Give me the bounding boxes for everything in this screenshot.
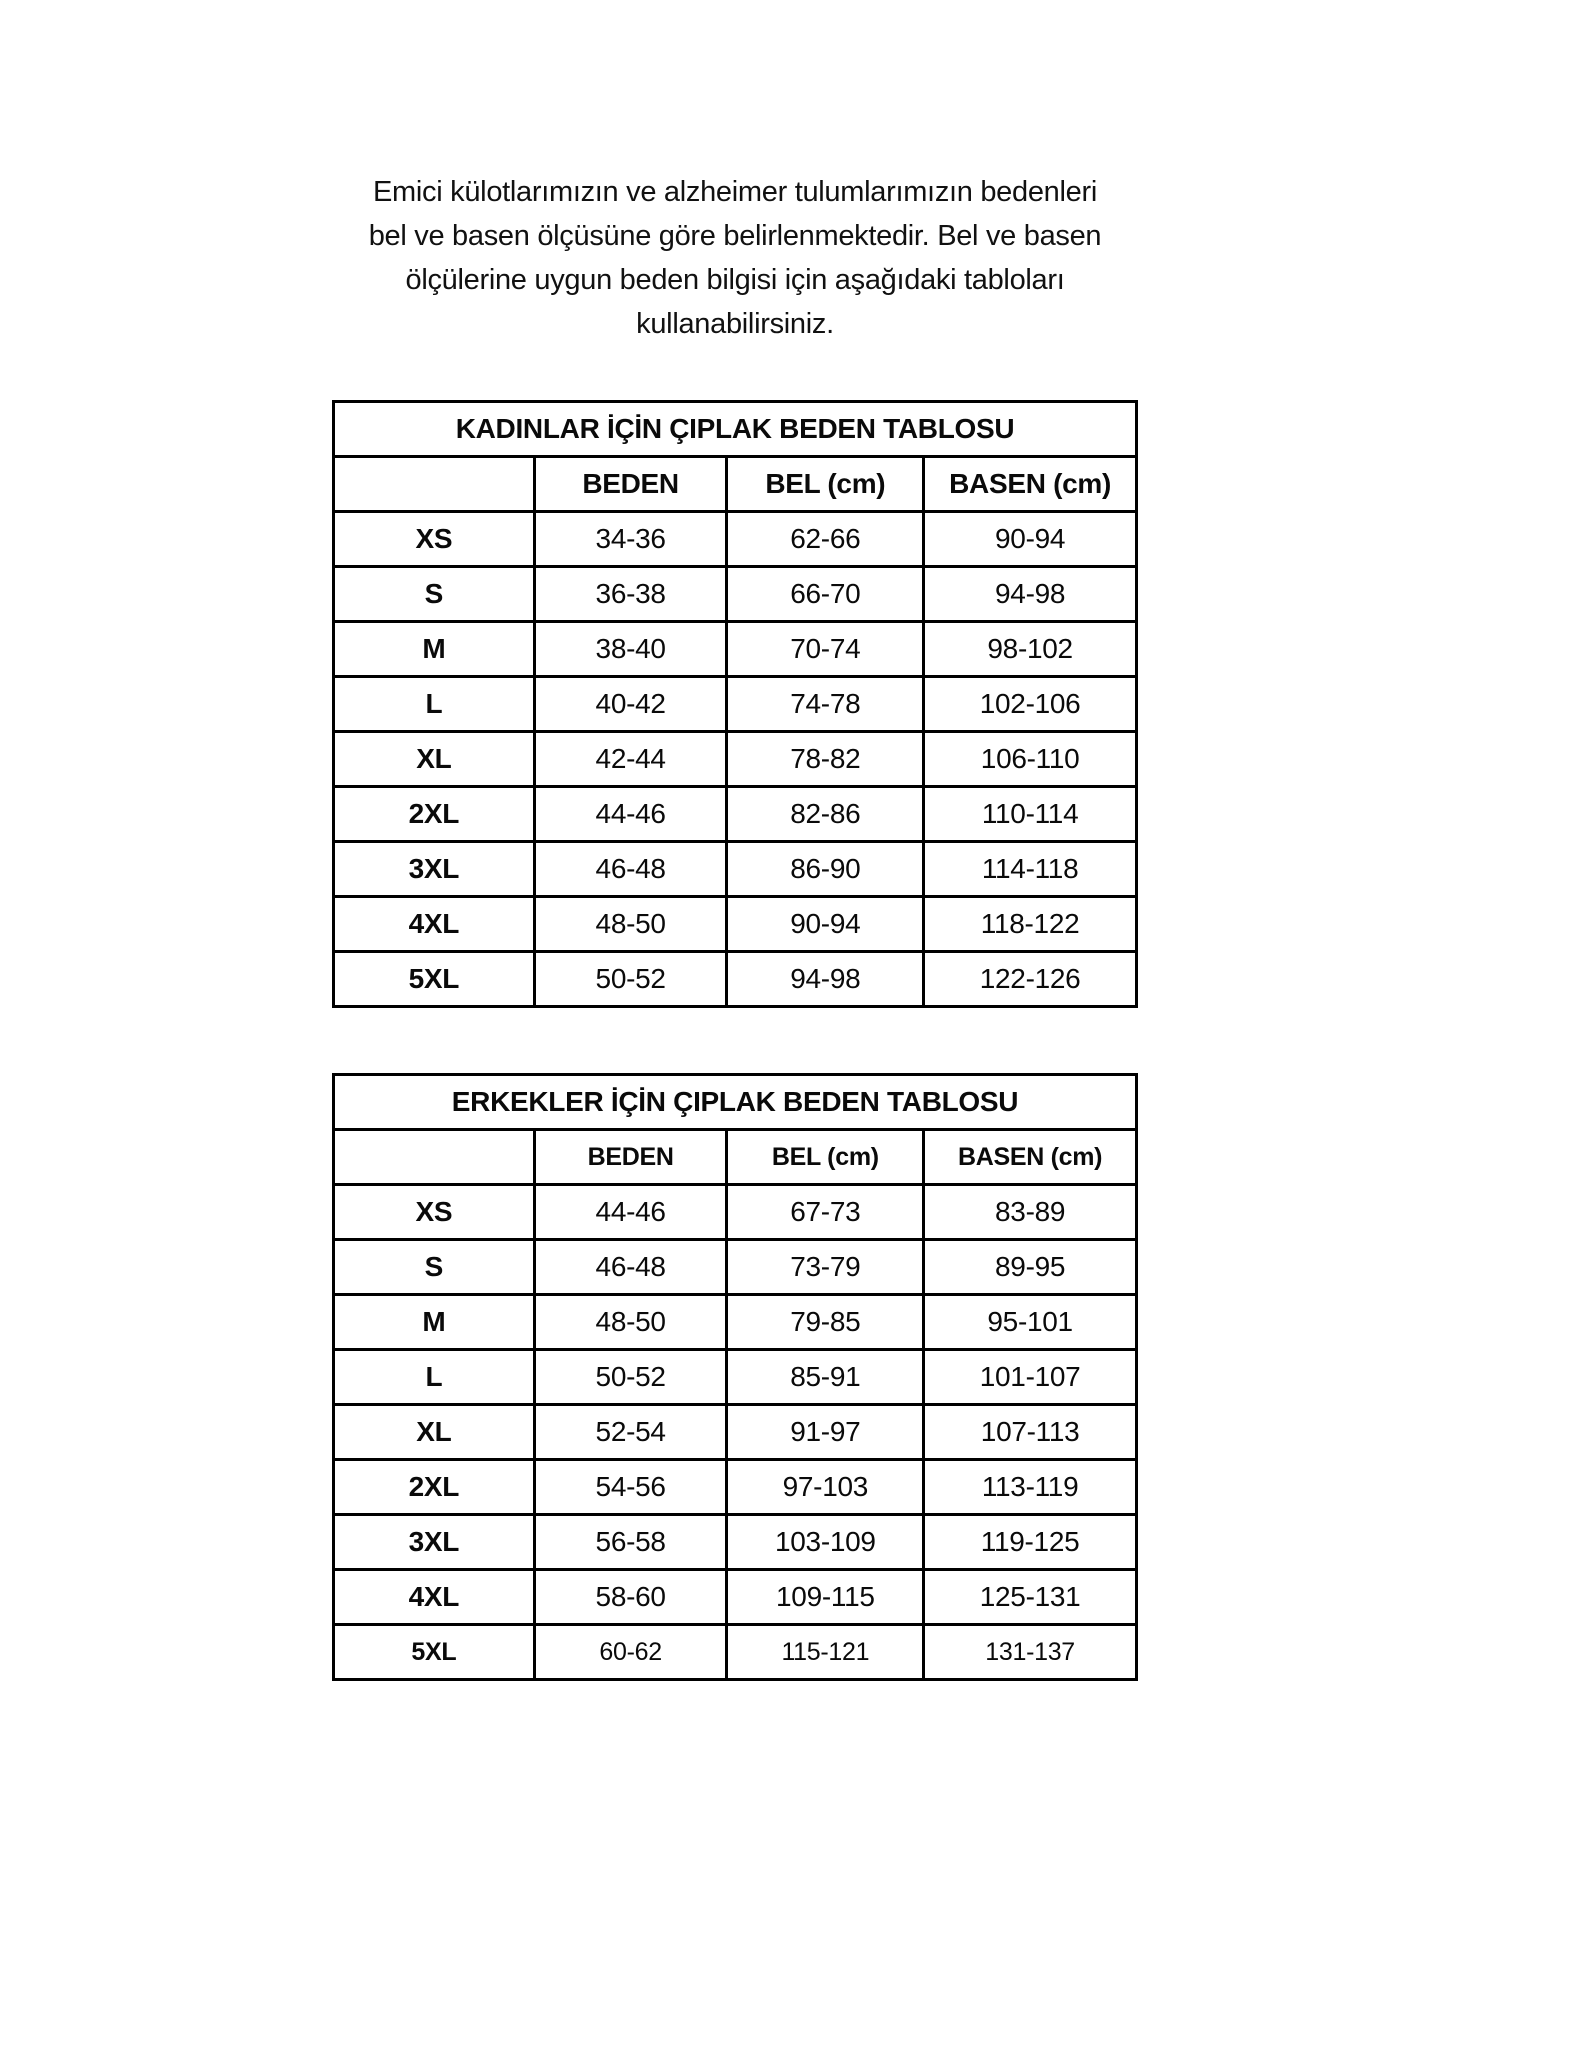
basen-cell: 118-122 bbox=[924, 897, 1137, 952]
table-row bbox=[334, 1185, 1137, 1240]
size-cell: L bbox=[334, 677, 535, 732]
bel-cell: 86-90 bbox=[727, 842, 924, 897]
column-header-basen: BASEN (cm) bbox=[924, 1130, 1137, 1185]
women-table-title: KADINLAR İÇİN ÇIPLAK BEDEN TABLOSU bbox=[334, 402, 1137, 457]
basen-cell: 83-89 bbox=[924, 1185, 1137, 1240]
basen-cell: 113-119 bbox=[924, 1460, 1137, 1515]
size-cell: 5XL bbox=[334, 952, 535, 1007]
bel-cell: 67-73 bbox=[727, 1185, 924, 1240]
size-cell: 4XL bbox=[334, 897, 535, 952]
basen-cell: 125-131 bbox=[924, 1570, 1137, 1625]
intro-line: Emici külotlarımızın ve alzheimer tulumlarımızın bedenleri bbox=[373, 176, 1097, 208]
intro-line: kullanabilirsiniz. bbox=[636, 308, 834, 340]
bel-cell: 109-115 bbox=[727, 1570, 924, 1625]
size-cell: XS bbox=[334, 1185, 535, 1240]
intro-line: bel ve basen ölçüsüne göre belirlenmektedir. Bel ve basen bbox=[368, 220, 1102, 252]
table-row bbox=[334, 842, 1137, 897]
table-row bbox=[334, 952, 1137, 1007]
men-size-table bbox=[332, 1073, 1138, 1681]
basen-cell: 101-107 bbox=[924, 1350, 1137, 1405]
table-title-row bbox=[334, 402, 1137, 457]
bel-cell: 62-66 bbox=[727, 512, 924, 567]
table-row bbox=[334, 897, 1137, 952]
column-header-beden: BEDEN bbox=[534, 457, 727, 512]
column-header-bel: BEL (cm) bbox=[727, 457, 924, 512]
table-row bbox=[334, 1405, 1137, 1460]
table-header-row bbox=[334, 1130, 1137, 1185]
men-table-title: ERKEKLER İÇİN ÇIPLAK BEDEN TABLOSU bbox=[334, 1075, 1137, 1130]
table-title-row bbox=[334, 1075, 1137, 1130]
beden-cell: 36-38 bbox=[534, 567, 727, 622]
table-row bbox=[334, 622, 1137, 677]
basen-cell: 98-102 bbox=[924, 622, 1137, 677]
basen-cell: 90-94 bbox=[924, 512, 1137, 567]
beden-cell: 44-46 bbox=[534, 1185, 727, 1240]
size-cell: M bbox=[334, 622, 535, 677]
bel-cell: 85-91 bbox=[727, 1350, 924, 1405]
table-row bbox=[334, 1515, 1137, 1570]
table-row bbox=[334, 512, 1137, 567]
beden-cell: 42-44 bbox=[534, 732, 727, 787]
size-cell: 3XL bbox=[334, 1515, 535, 1570]
bel-cell: 115-121 bbox=[727, 1625, 924, 1680]
beden-cell: 56-58 bbox=[534, 1515, 727, 1570]
column-header-basen: BASEN (cm) bbox=[924, 457, 1137, 512]
intro-paragraph bbox=[332, 170, 1138, 346]
beden-cell: 60-62 bbox=[534, 1625, 727, 1680]
size-cell: S bbox=[334, 567, 535, 622]
beden-cell: 46-48 bbox=[534, 1240, 727, 1295]
basen-cell: 119-125 bbox=[924, 1515, 1137, 1570]
beden-cell: 40-42 bbox=[534, 677, 727, 732]
bel-cell: 66-70 bbox=[727, 567, 924, 622]
intro-line: ölçülerine uygun beden bilgisi için aşağıdaki tabloları bbox=[405, 264, 1065, 296]
size-cell: 3XL bbox=[334, 842, 535, 897]
size-cell: 4XL bbox=[334, 1570, 535, 1625]
column-header-empty bbox=[334, 1130, 535, 1185]
size-cell: L bbox=[334, 1350, 535, 1405]
women-size-table bbox=[332, 400, 1138, 1008]
beden-cell: 48-50 bbox=[534, 897, 727, 952]
beden-cell: 48-50 bbox=[534, 1295, 727, 1350]
table-row bbox=[334, 1350, 1137, 1405]
beden-cell: 50-52 bbox=[534, 952, 727, 1007]
beden-cell: 44-46 bbox=[534, 787, 727, 842]
table-row bbox=[334, 677, 1137, 732]
size-cell: S bbox=[334, 1240, 535, 1295]
bel-cell: 70-74 bbox=[727, 622, 924, 677]
basen-cell: 106-110 bbox=[924, 732, 1137, 787]
bel-cell: 91-97 bbox=[727, 1405, 924, 1460]
table-row bbox=[334, 1240, 1137, 1295]
bel-cell: 103-109 bbox=[727, 1515, 924, 1570]
column-header-bel: BEL (cm) bbox=[727, 1130, 924, 1185]
table-row bbox=[334, 1625, 1137, 1680]
table-row bbox=[334, 1460, 1137, 1515]
basen-cell: 107-113 bbox=[924, 1405, 1137, 1460]
beden-cell: 46-48 bbox=[534, 842, 727, 897]
bel-cell: 94-98 bbox=[727, 952, 924, 1007]
beden-cell: 58-60 bbox=[534, 1570, 727, 1625]
basen-cell: 114-118 bbox=[924, 842, 1137, 897]
beden-cell: 52-54 bbox=[534, 1405, 727, 1460]
bel-cell: 90-94 bbox=[727, 897, 924, 952]
size-cell: 2XL bbox=[334, 787, 535, 842]
table-row bbox=[334, 787, 1137, 842]
bel-cell: 78-82 bbox=[727, 732, 924, 787]
basen-cell: 89-95 bbox=[924, 1240, 1137, 1295]
basen-cell: 122-126 bbox=[924, 952, 1137, 1007]
basen-cell: 131-137 bbox=[924, 1625, 1137, 1680]
bel-cell: 97-103 bbox=[727, 1460, 924, 1515]
size-cell: XL bbox=[334, 1405, 535, 1460]
basen-cell: 110-114 bbox=[924, 787, 1137, 842]
size-cell: XS bbox=[334, 512, 535, 567]
beden-cell: 54-56 bbox=[534, 1460, 727, 1515]
bel-cell: 74-78 bbox=[727, 677, 924, 732]
bel-cell: 82-86 bbox=[727, 787, 924, 842]
size-cell: M bbox=[334, 1295, 535, 1350]
table-header-row bbox=[334, 457, 1137, 512]
bel-cell: 73-79 bbox=[727, 1240, 924, 1295]
size-cell: 2XL bbox=[334, 1460, 535, 1515]
column-header-beden: BEDEN bbox=[534, 1130, 727, 1185]
table-row bbox=[334, 732, 1137, 787]
basen-cell: 102-106 bbox=[924, 677, 1137, 732]
table-row bbox=[334, 1295, 1137, 1350]
column-header-empty bbox=[334, 457, 535, 512]
table-row bbox=[334, 1570, 1137, 1625]
size-cell: 5XL bbox=[334, 1625, 535, 1680]
table-row bbox=[334, 567, 1137, 622]
basen-cell: 94-98 bbox=[924, 567, 1137, 622]
beden-cell: 34-36 bbox=[534, 512, 727, 567]
bel-cell: 79-85 bbox=[727, 1295, 924, 1350]
basen-cell: 95-101 bbox=[924, 1295, 1137, 1350]
beden-cell: 38-40 bbox=[534, 622, 727, 677]
beden-cell: 50-52 bbox=[534, 1350, 727, 1405]
size-cell: XL bbox=[334, 732, 535, 787]
